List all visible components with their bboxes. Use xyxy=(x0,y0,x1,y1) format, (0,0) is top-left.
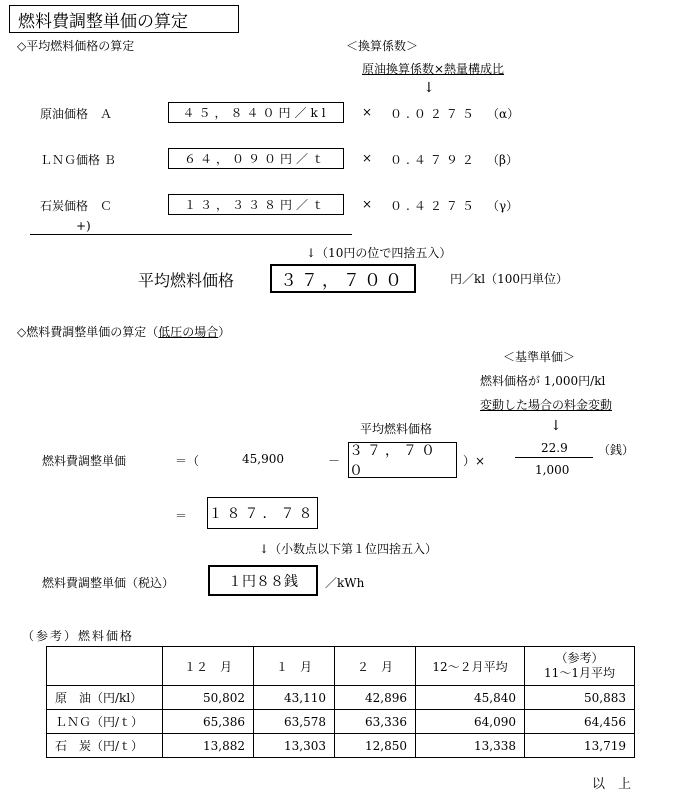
table-cell: 50,802 xyxy=(163,686,254,710)
table-cell: 13,882 xyxy=(163,734,254,758)
base-unit-price-header: ＜基準単価＞ xyxy=(503,350,576,364)
table-header-cell: （参考） 11～1月平均 xyxy=(525,647,635,686)
fraction-bar xyxy=(515,457,593,458)
table-cell: 65,386 xyxy=(163,710,254,734)
table-cell: 13,338 xyxy=(416,734,525,758)
formula-label: 燃料費調整単価 xyxy=(42,454,127,468)
minus-sign: － xyxy=(328,454,341,468)
average-fuel-price-caption: 平均燃料価格 xyxy=(360,422,433,436)
times-sign: × xyxy=(362,151,373,165)
times-sign: × xyxy=(362,197,373,211)
crude-oil-coefficient: ０.０２７５ xyxy=(390,107,478,121)
table-cell: 50,883 xyxy=(525,686,635,710)
table-cell: 63,578 xyxy=(254,710,335,734)
table-row xyxy=(47,710,635,734)
coal-coefficient: ０.４２７５ xyxy=(390,199,478,213)
table-row xyxy=(47,734,635,758)
fraction-denominator: 1,000 xyxy=(535,463,570,477)
times-sign: × xyxy=(362,105,373,119)
close-paren-times: ）× xyxy=(463,454,486,468)
plus-sign: +) xyxy=(76,219,91,233)
lng-label: ＬＮＧ価格 Ｂ xyxy=(40,153,116,167)
table-cell: 45,840 xyxy=(416,686,525,710)
lng-coefficient: ０.４７９２ xyxy=(390,153,478,167)
table-cell: 13,719 xyxy=(525,734,635,758)
fraction-numerator: 22.9 xyxy=(541,441,568,455)
base-unit-line1: 燃料価格が 1,000円/kl xyxy=(480,374,606,388)
gamma-symbol: （γ） xyxy=(487,199,519,213)
alpha-symbol: （α） xyxy=(487,107,520,121)
average-fuel-price-box-2: ３７，７００ xyxy=(348,442,457,478)
row-label: 原 油（円/kl） xyxy=(47,686,163,710)
sum-line xyxy=(30,234,352,235)
table-cell: 12,850 xyxy=(335,734,416,758)
average-fuel-price-unit: 円／kl（100円単位） xyxy=(450,272,569,286)
table-header-cell xyxy=(47,647,163,686)
average-fuel-price-box: ３７，７００ xyxy=(270,264,416,293)
section1-heading: ◇平均燃料価格の算定 xyxy=(17,39,135,53)
final-unit: ／kWh xyxy=(325,576,365,590)
table-row xyxy=(47,686,635,710)
final-value-box: １円８８銭 xyxy=(208,565,318,596)
row-label: 石 炭（円/ｔ） xyxy=(47,734,163,758)
unit-sen: （銭） xyxy=(598,443,635,457)
table-cell: 64,456 xyxy=(525,710,635,734)
crude-oil-price-box: ４５，８４０円／kl xyxy=(168,102,344,123)
coal-label: 石炭価格 Ｃ xyxy=(40,199,113,213)
average-fuel-price-label: 平均燃料価格 xyxy=(138,271,235,290)
table-header-cell: １ 月 xyxy=(254,647,335,686)
down-arrow-icon: ↓ xyxy=(550,418,562,434)
beta-symbol: （β） xyxy=(487,153,518,167)
document-title: 燃料費調整単価の算定 xyxy=(9,5,239,33)
reference-heading: （参考）燃料価格 xyxy=(22,629,135,643)
table-cell: 43,110 xyxy=(254,686,335,710)
table-header-cell: 12～２月平均 xyxy=(416,647,525,686)
base-unit-line2: 変動した場合の料金変動 xyxy=(480,398,613,412)
final-label: 燃料費調整単価（税込） xyxy=(42,576,175,590)
section2-heading: ◇燃料費調整単価の算定（低圧の場合） xyxy=(17,325,231,339)
table-header-cell: ２ 月 xyxy=(335,647,416,686)
down-arrow-icon: ↓ xyxy=(423,80,435,96)
table-header-cell: １２ 月 xyxy=(163,647,254,686)
round-note-decimal: ↓（小数点以下第１位四捨五入） xyxy=(259,542,438,556)
table-cell: 63,336 xyxy=(335,710,416,734)
closing-mark: 以 上 xyxy=(592,777,632,792)
result-box: １８７．７８ xyxy=(207,497,318,529)
coefficient-header: ＜換算係数＞ xyxy=(346,39,419,53)
table-cell: 13,303 xyxy=(254,734,335,758)
equals-sign: ＝ xyxy=(175,509,188,523)
reference-table xyxy=(46,646,635,758)
base-fuel-price: 45,900 xyxy=(242,452,284,466)
row-label: ＬＮＧ（円/ｔ） xyxy=(47,710,163,734)
table-cell: 42,896 xyxy=(335,686,416,710)
lng-price-box: ６４，０９０円／ｔ xyxy=(168,148,344,169)
table-header-row xyxy=(47,647,635,686)
coefficient-subheader: 原油換算係数×熱量構成比 xyxy=(362,62,505,76)
equals-open-paren: ＝（ xyxy=(175,454,200,468)
crude-oil-label: 原油価格 Ａ xyxy=(40,107,113,121)
round-note-10yen: ↓（10円の位で四捨五入） xyxy=(306,246,452,260)
table-cell: 64,090 xyxy=(416,710,525,734)
coal-price-box: １３，３３８円／ｔ xyxy=(168,194,344,215)
